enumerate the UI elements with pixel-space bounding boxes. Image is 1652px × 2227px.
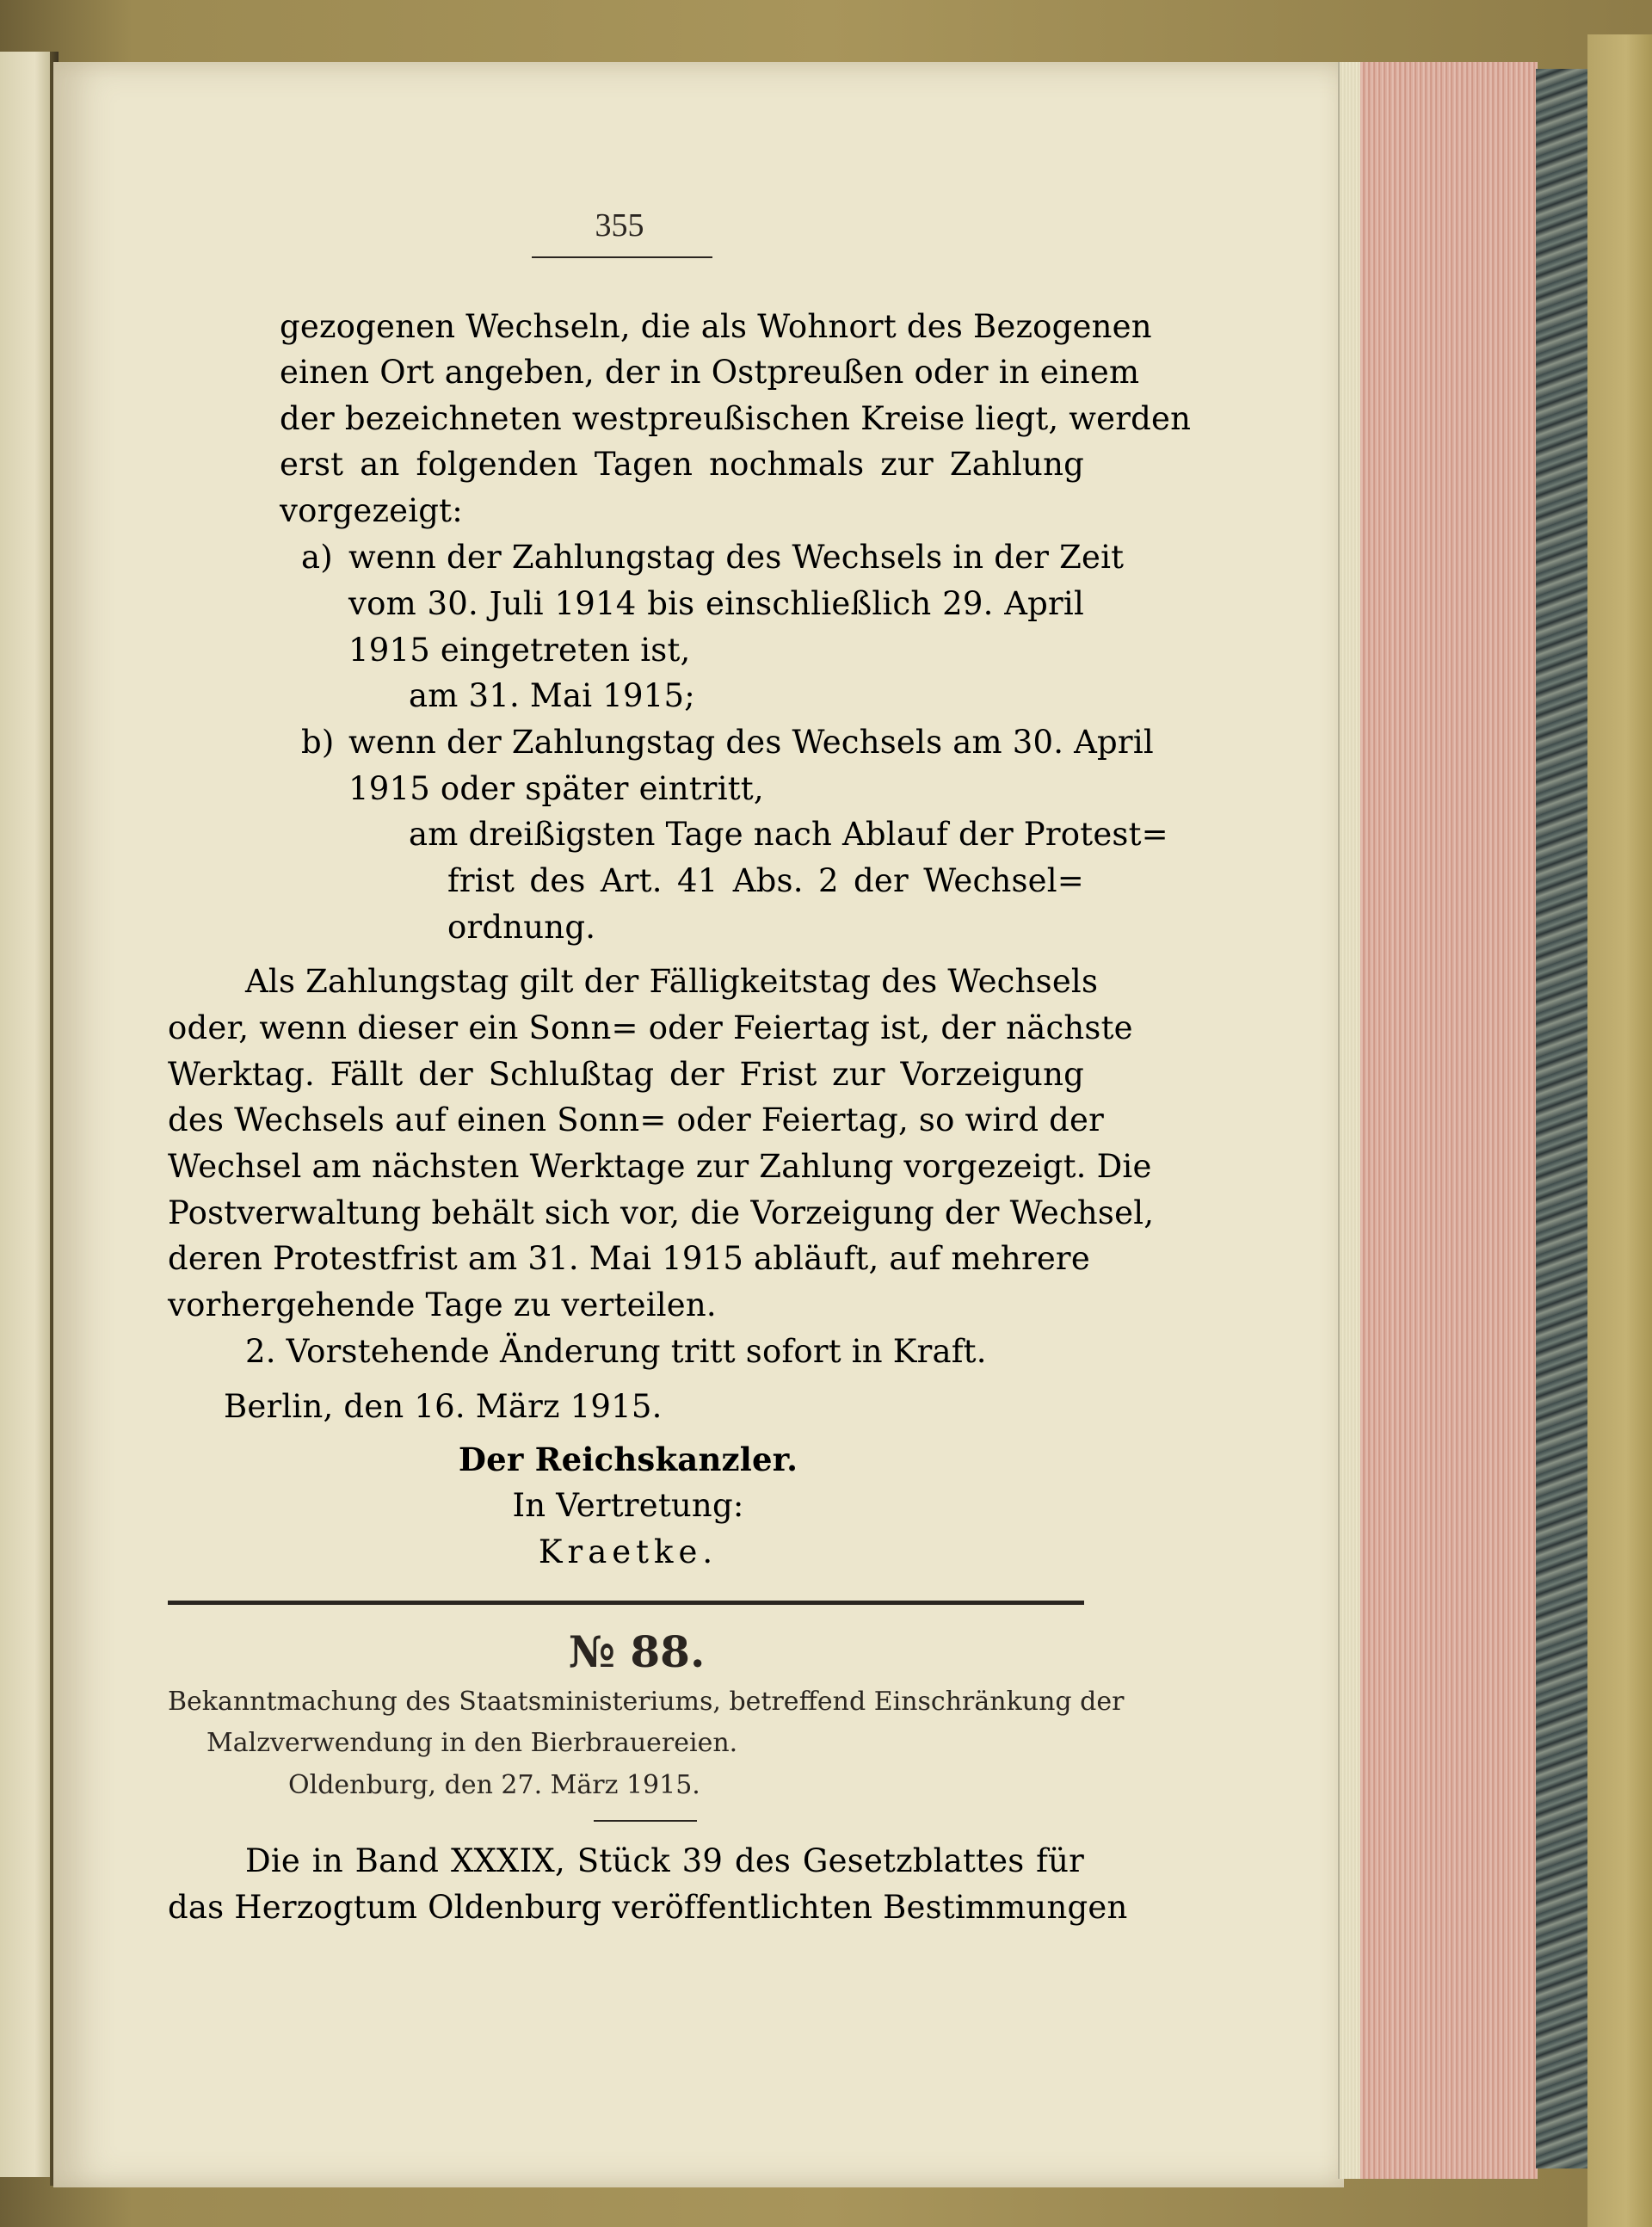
text-line: 1915 oder später eintritt, — [348, 770, 764, 807]
notice-rule — [594, 1820, 697, 1822]
text-line: vorhergehende Tage zu verteilen. — [168, 1286, 717, 1323]
text-line: gezogenen Wechseln, die als Wohnort des Bezogenen — [280, 308, 1152, 345]
list-marker-b: b) — [301, 724, 335, 761]
text-line: Werktag. Fällt der Schlußtag der Frist zur Vorzeigung — [168, 1056, 1084, 1093]
text-line: des Wechsels auf einen Sonn= oder Feiertag, so wird der — [168, 1101, 1105, 1138]
text-line: einen Ort angeben, der in Ostpreußen oder in einem — [280, 354, 1140, 391]
text-line: 2. Vorstehende Änderung tritt sofort in Kraft. — [245, 1333, 987, 1370]
text-line: oder, wenn dieser ein Sonn= oder Feiertag ist, der nächste — [168, 1009, 1133, 1046]
left-page-edge — [0, 52, 51, 2177]
list-marker-a: a) — [301, 539, 333, 576]
text-line: wenn der Zahlungstag des Wechsels am 30. April — [348, 724, 1154, 761]
text-line: vom 30. Juli 1914 bis einschließlich 29. April — [348, 585, 1084, 622]
text-line: ordnung. — [447, 909, 596, 946]
text-line: Die in Band XXXIX, Stück 39 des Gesetzblattes für — [245, 1842, 1084, 1879]
notice-date: Oldenburg, den 27. März 1915. — [288, 1770, 700, 1800]
text-line: deren Protestfrist am 31. Mai 1915 abläuft, auf mehrere — [168, 1240, 1090, 1277]
text-line: am dreißigsten Tage nach Ablauf der Protest= — [409, 816, 1168, 853]
signature-name: Kraetke. — [538, 1533, 718, 1570]
text-line: frist des Art. 41 Abs. 2 der Wechsel= — [447, 862, 1084, 899]
signature-title: Der Reichskanzler. — [458, 1440, 798, 1478]
text-line: erst an folgenden Tagen nochmals zur Zahlung — [280, 446, 1084, 483]
text-line: der bezeichneten westpreußischen Kreise liegt, werden — [280, 400, 1192, 437]
place-date: Berlin, den 16. März 1915. — [224, 1388, 663, 1425]
text-line: Postverwaltung behält sich vor, die Vorzeigung der Wechsel, — [168, 1194, 1155, 1231]
notice-number: № 88. — [568, 1626, 706, 1677]
page-number-rule — [532, 256, 712, 258]
cloth-binding — [1587, 34, 1652, 2227]
text-line: wenn der Zahlungstag des Wechsels in der Zeit — [348, 539, 1125, 576]
text-line: am 31. Mai 1915; — [409, 677, 695, 714]
notice-heading-line: Bekanntmachung des Staatsministeriums, betreffend Einschränkung der — [168, 1687, 1125, 1717]
text-line: Wechsel am nächsten Werktage zur Zahlung vorgezeigt. Die — [168, 1148, 1152, 1185]
page-edges — [1338, 62, 1538, 2179]
signature-deputy: In Vertretung: — [512, 1487, 744, 1524]
text-line: 1915 eingetreten ist, — [348, 632, 691, 669]
marbled-endpaper — [1536, 69, 1587, 2168]
text-line: das Herzogtum Oldenburg veröffentlichten Bestimmungen — [168, 1889, 1128, 1926]
text-line: vorgezeigt: — [280, 492, 463, 529]
notice-heading-line: Malzverwendung in den Bierbrauereien. — [206, 1728, 738, 1758]
section-divider — [168, 1601, 1084, 1605]
page-number: 355 — [595, 207, 644, 244]
text-line: Als Zahlungstag gilt der Fälligkeitstag des Wechsels — [245, 963, 1099, 1000]
